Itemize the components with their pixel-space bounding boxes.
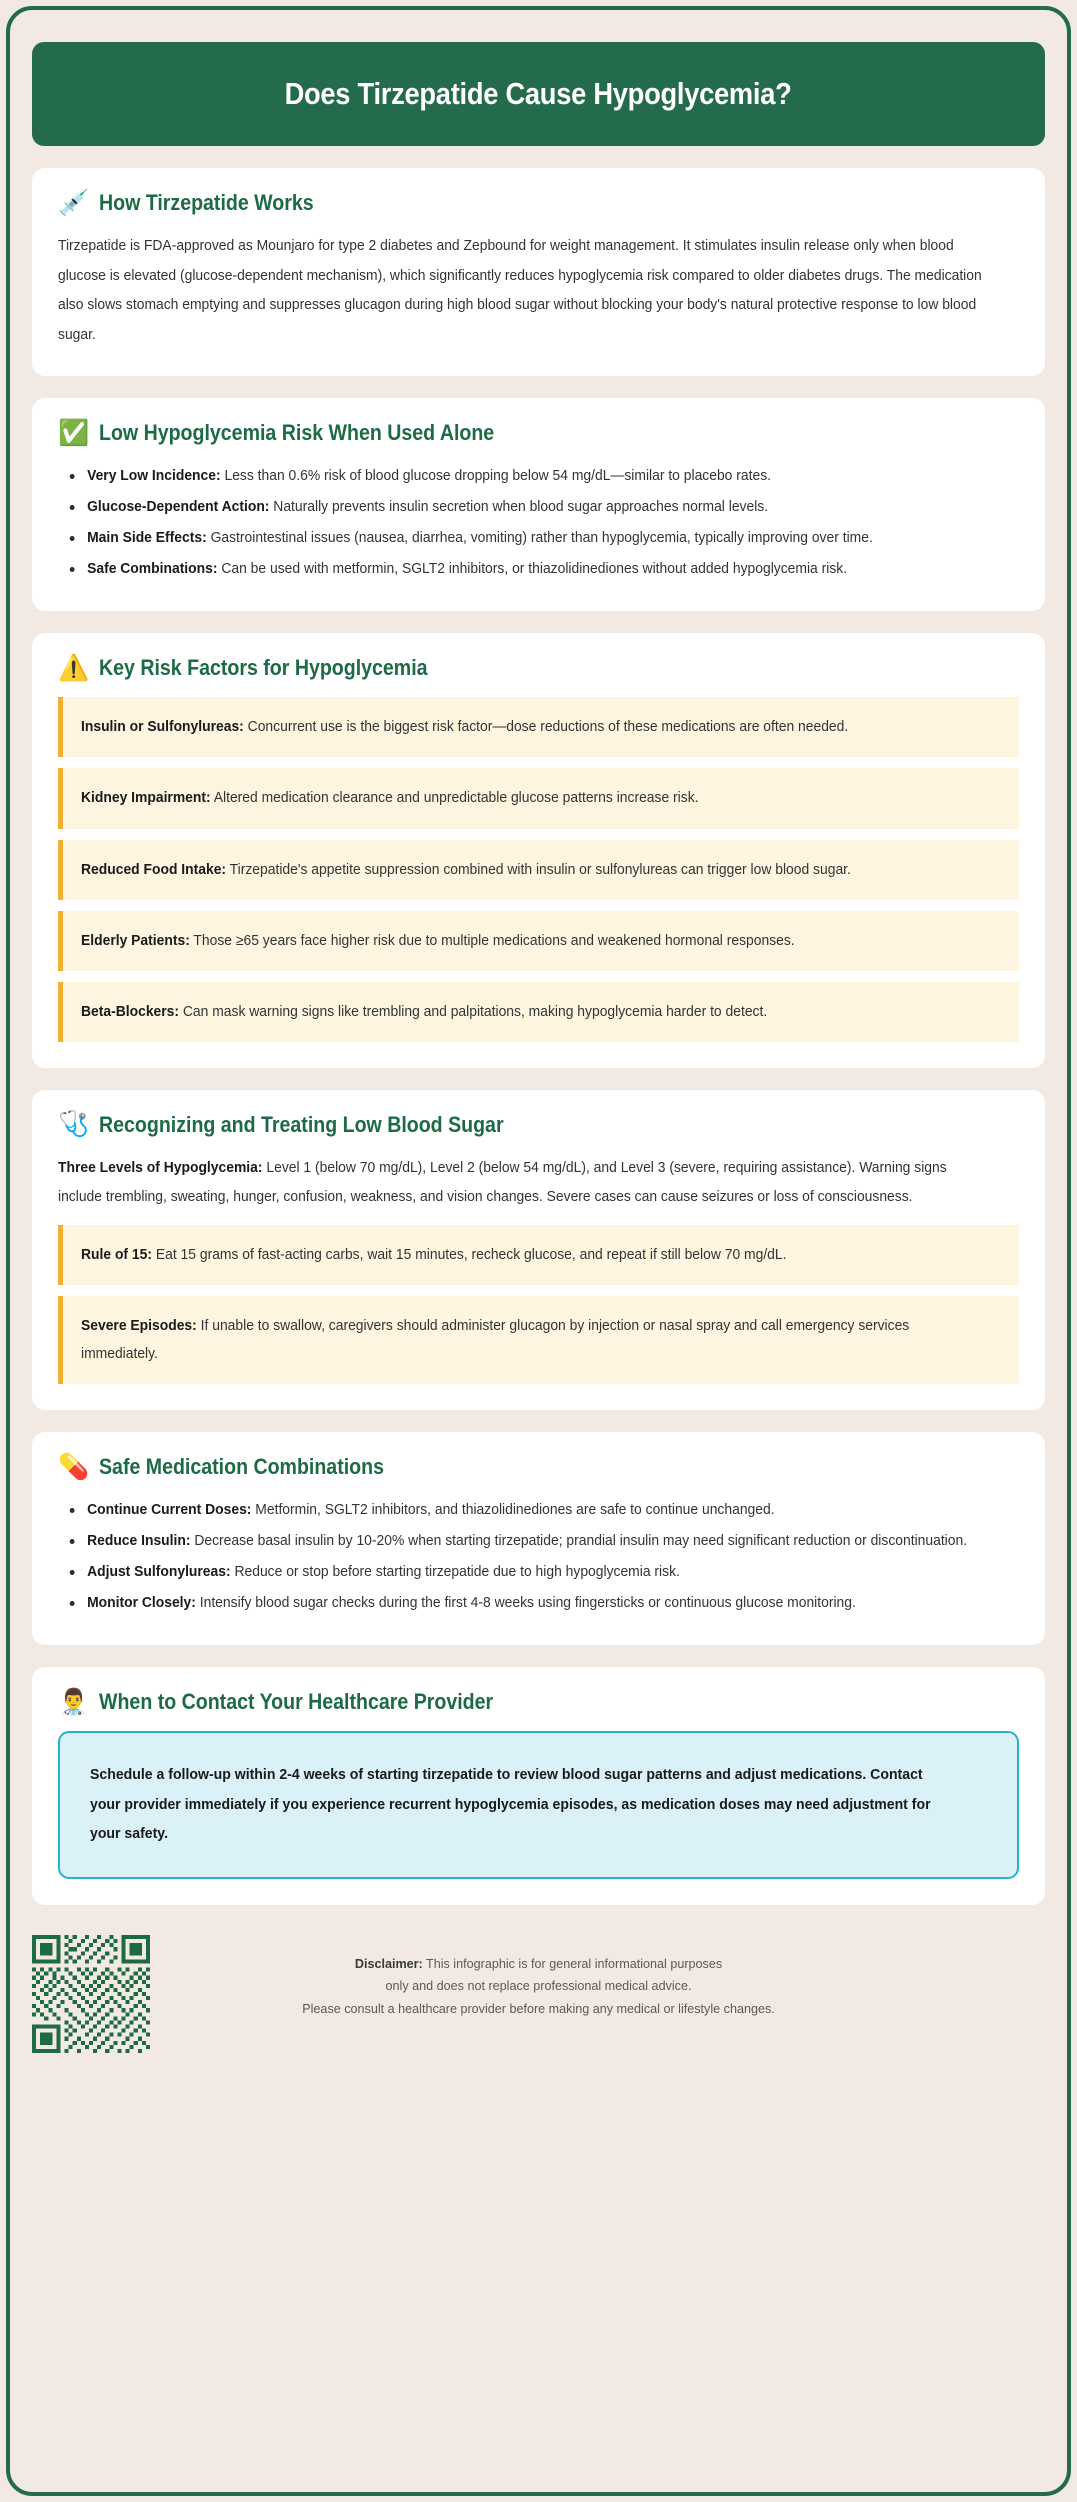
paragraph-text: Level 1 (below 70 mg/dL), Level 2 (below 54 mg/dL), and Level 3 (severe, requiring assistance). Warning signs include trembling, sweating, hunger, confusion, weakness, and vision changes. Severe cases can cause seizures or loss of consciousness. <box>58 1159 947 1206</box>
list-item-label: Main Side Effects: <box>87 529 207 546</box>
list-item-label: Continue Current Doses: <box>87 1502 252 1519</box>
pill-icon: 💊 <box>58 1452 90 1481</box>
section-header <box>58 655 1019 681</box>
list-item-text: Gastrointestinal issues (nausea, diarrhea, vomiting) rather than hypoglycemia, typically improving over time. <box>206 529 873 546</box>
list-item-text: Can be used with metformin, SGLT2 inhibitors, or thiazolidinediones without added hypoglycemia risk. <box>217 560 848 577</box>
header-banner <box>32 42 1045 146</box>
list-item-label: Safe Combinations: <box>87 560 218 577</box>
syringe-icon: 💉 <box>58 188 90 217</box>
risk-factor-label: Kidney Impairment: <box>81 790 211 807</box>
section-header <box>58 1454 1019 1480</box>
bullet-list <box>58 462 1019 583</box>
disclaimer-line-3: Please consult a healthcare provider before making any medical or lifestyle changes. <box>302 2001 775 2016</box>
section-header <box>58 1689 1019 1715</box>
check-box-icon: ✅ <box>58 418 90 447</box>
list-item-text: Metformin, SGLT2 inhibitors, and thiazolidinediones are safe to continue unchanged. <box>251 1502 775 1519</box>
section-title: Low Hypoglycemia Risk When Used Alone <box>99 420 495 446</box>
provider-callout-text: Schedule a follow-up within 2-4 weeks of starting tirzepatide to review blood sugar patterns and adjust medications. Contact your provider immediately if you experience recurrent hypoglycemia episodes, as medication doses may need adjustment for your safety. <box>90 1767 931 1842</box>
risk-factor-box <box>58 768 1019 828</box>
qr-code-icon <box>32 1935 150 2053</box>
treatment-tip-text: Eat 15 grams of fast-acting carbs, wait 15 minutes, recheck glucose, and repeat if still below 70 mg/dL. <box>151 1246 787 1263</box>
footer <box>32 1927 1045 2055</box>
section-how-tirzepatide-works <box>32 168 1045 376</box>
treatment-tip-box <box>58 1225 1019 1285</box>
section-title: Key Risk Factors for Hypoglycemia <box>99 655 428 681</box>
risk-factor-box <box>58 840 1019 900</box>
risk-factor-box <box>58 982 1019 1042</box>
section-recognizing-treating <box>32 1090 1045 1410</box>
list-item-label: Reduce Insulin: <box>87 1532 191 1549</box>
section-header <box>58 1112 1019 1138</box>
list-item-text: Intensify blood sugar checks during the first 4-8 weeks using fingersticks or continuous glucose monitoring. <box>195 1594 856 1611</box>
list-item-label: Monitor Closely: <box>87 1594 196 1611</box>
treatment-tip-label: Severe Episodes: <box>81 1317 197 1334</box>
list-item <box>62 555 986 584</box>
treatment-tip-text: If unable to swallow, caregivers should administer glucagon by injection or nasal spray and call emergency services immediately. <box>81 1317 910 1362</box>
list-item-text: Reduce or stop before starting tirzepatide due to high hypoglycemia risk. <box>230 1563 680 1580</box>
bullet-list <box>58 1496 1019 1617</box>
disclaimer-line-1-text: This infographic is for general informational purposes <box>422 1956 723 1971</box>
disclaimer-label: Disclaimer: <box>354 1956 423 1971</box>
list-item-text: Less than 0.6% risk of blood glucose dropping below 54 mg/dL—similar to placebo rates. <box>220 468 772 485</box>
warning-icon: ⚠️ <box>58 653 90 682</box>
section-paragraph: Tirzepatide is FDA-approved as Mounjaro for type 2 diabetes and Zepbound for weight management. It stimulates insulin release only when blood glucose is elevated (glucose-dependent mechanism), which significantly reduces hypoglycemia risk compared to older diabetes drugs. The medication also slows stomach emptying and suppresses glucagon during high blood sugar without blocking your body's natural protective response to low blood sugar. <box>58 238 982 343</box>
paragraph-lead-label: Three Levels of Hypoglycemia: <box>58 1159 263 1176</box>
risk-factor-label: Beta-Blockers: <box>81 1003 180 1020</box>
page-title: Does Tirzepatide Cause Hypoglycemia? <box>285 76 792 111</box>
stethoscope-icon: 🩺 <box>58 1110 90 1139</box>
section-key-risk-factors <box>32 633 1045 1067</box>
risk-factor-text: Those ≥65 years face higher risk due to multiple medications and weakened hormonal responses. <box>189 932 795 949</box>
list-item <box>62 1589 986 1618</box>
disclaimer-line-2: only and does not replace professional medical advice. <box>385 1979 692 1994</box>
disclaimer-text <box>32 1927 1045 2020</box>
list-item <box>62 493 986 522</box>
list-item <box>62 1558 986 1587</box>
risk-factor-text: Can mask warning signs like trembling and palpitations, making hypoglycemia harder to detect. <box>179 1003 768 1020</box>
risk-factor-label: Reduced Food Intake: <box>81 861 227 878</box>
risk-factor-label: Elderly Patients: <box>81 932 190 949</box>
disclaimer-line-1 <box>32 1953 1045 1975</box>
risk-factor-box <box>58 911 1019 971</box>
section-title: Recognizing and Treating Low Blood Sugar <box>99 1111 504 1137</box>
section-low-hypoglycemia-risk <box>32 398 1045 611</box>
section-contact-provider <box>32 1667 1045 1905</box>
list-item <box>62 524 986 553</box>
section-header <box>58 190 1019 216</box>
list-item <box>62 1496 986 1525</box>
risk-factor-box <box>58 697 1019 757</box>
section-header <box>58 420 1019 446</box>
section-safe-medication-combinations <box>32 1432 1045 1645</box>
section-paragraph <box>58 1154 985 1213</box>
list-item-text: Naturally prevents insulin secretion when blood sugar approaches normal levels. <box>269 498 769 515</box>
risk-factor-text: Tirzepatide's appetite suppression combined with insulin or sulfonylureas can trigger low blood sugar. <box>226 861 851 878</box>
list-item <box>62 462 986 491</box>
provider-callout-box <box>58 1731 1019 1879</box>
infographic-frame <box>6 6 1071 2496</box>
treatment-tip-label: Rule of 15: <box>81 1246 152 1263</box>
risk-factor-label: Insulin or Sulfonylureas: <box>81 719 244 736</box>
list-item-label: Very Low Incidence: <box>87 468 221 485</box>
section-title: Safe Medication Combinations <box>99 1454 384 1480</box>
list-item-label: Glucose-Dependent Action: <box>87 498 270 515</box>
risk-factor-text: Altered medication clearance and unpredictable glucose patterns increase risk. <box>210 790 699 807</box>
doctor-icon: 👨‍⚕️ <box>58 1687 90 1716</box>
section-title: How Tirzepatide Works <box>99 190 314 215</box>
list-item <box>62 1527 986 1556</box>
section-title: When to Contact Your Healthcare Provider <box>99 1689 494 1715</box>
list-item-text: Decrease basal insulin by 10-20% when starting tirzepatide; prandial insulin may need significant reduction or discontinuation. <box>190 1532 968 1549</box>
risk-factor-text: Concurrent use is the biggest risk factor—dose reductions of these medications are often needed. <box>243 719 849 736</box>
list-item-label: Adjust Sulfonylureas: <box>87 1563 231 1580</box>
treatment-tip-box <box>58 1296 1019 1384</box>
